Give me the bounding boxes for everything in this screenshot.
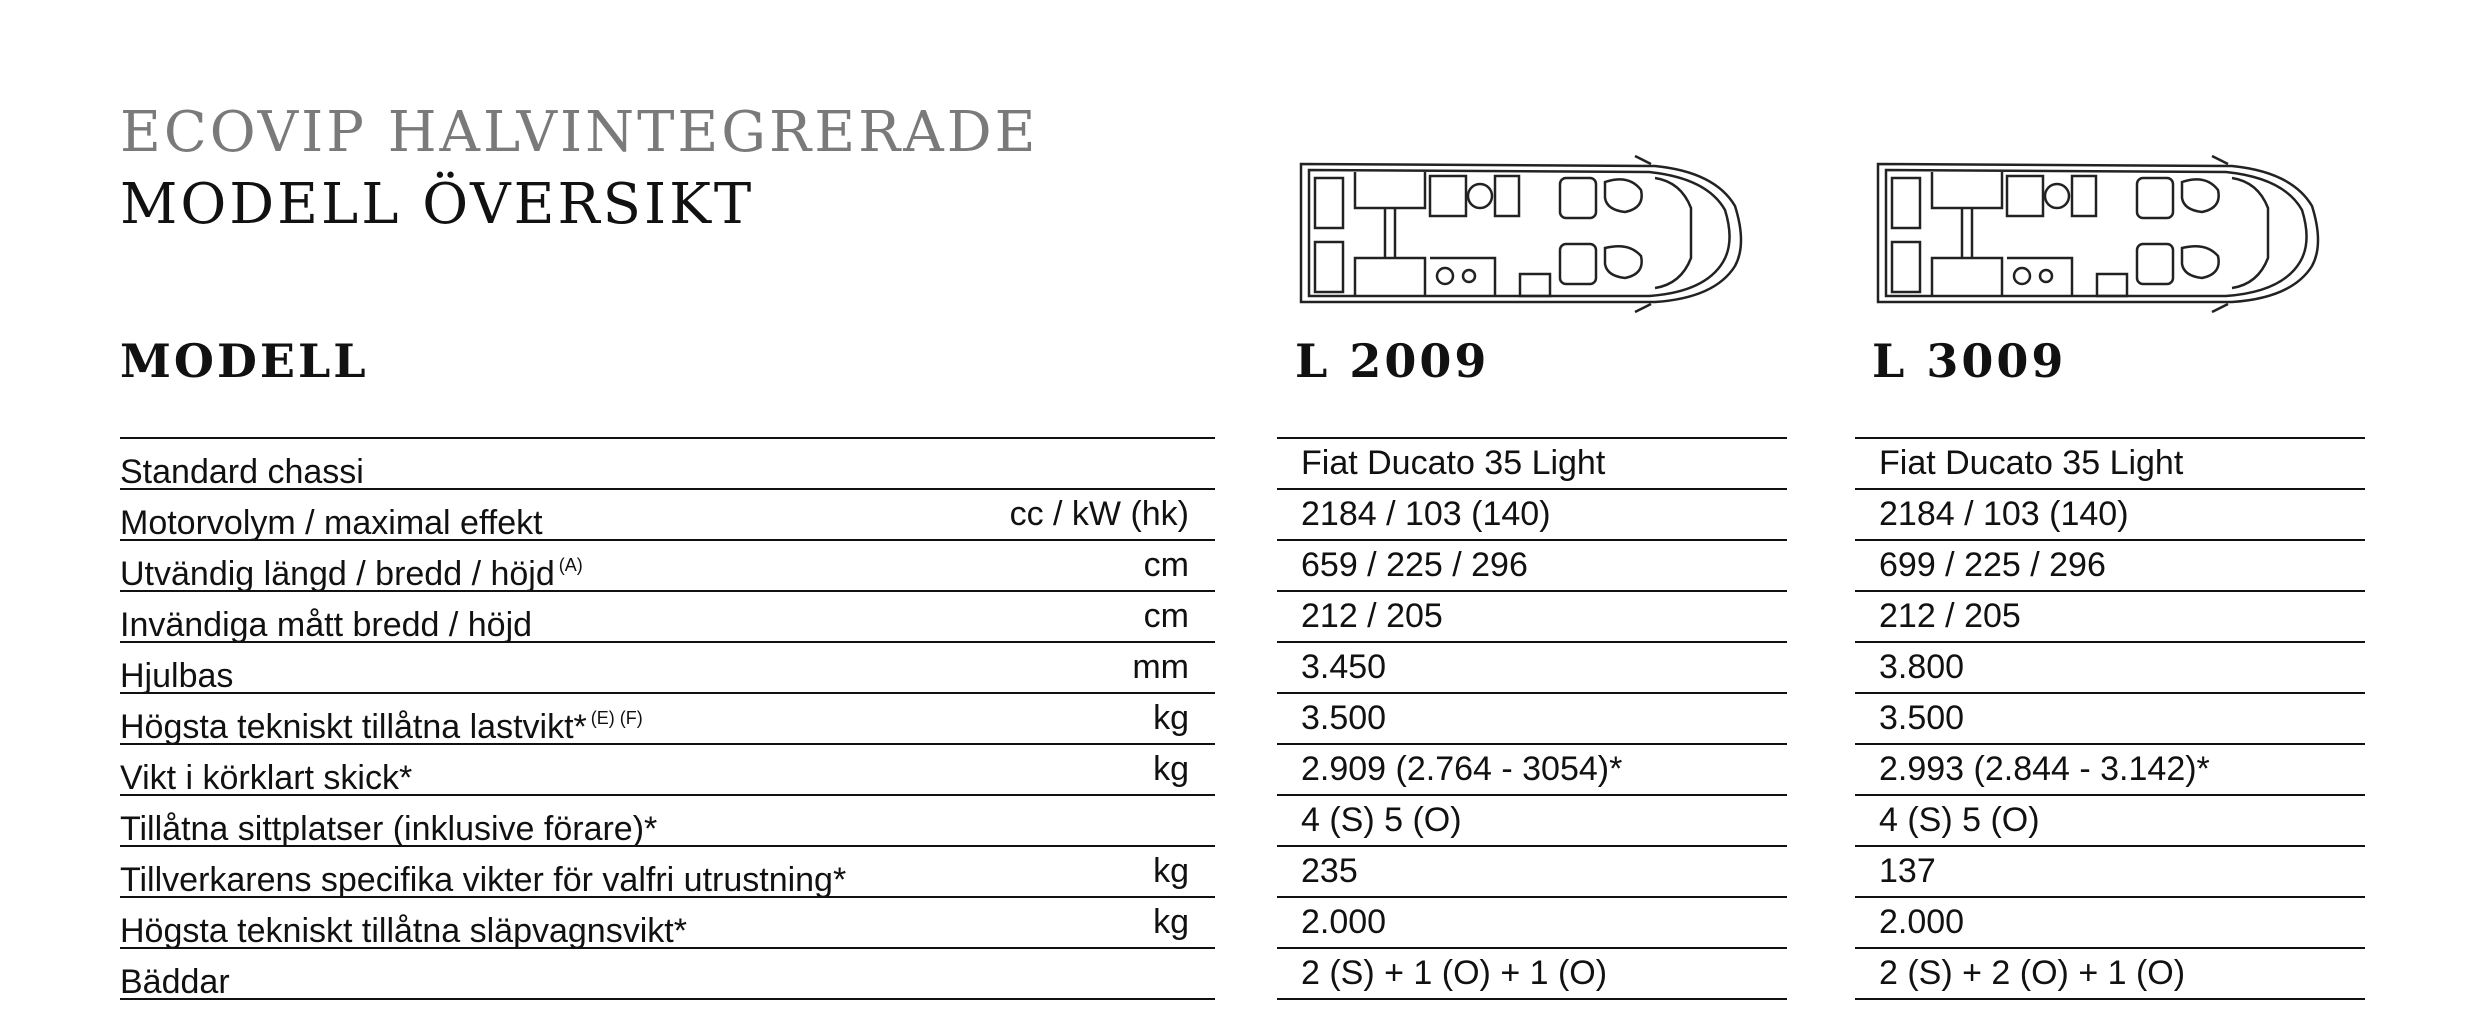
table-row [120,439,1215,490]
spec-unit: mm [1132,648,1189,686]
table-row [1855,847,2365,898]
spec-value: 212 / 205 [1301,597,1443,635]
spec-label: Bäddar [120,963,230,1001]
spec-value: 4 (S) 5 (O) [1879,801,2040,839]
spec-unit: kg [1153,852,1189,890]
spec-value: 3.500 [1301,699,1387,737]
spec-label: Utvändig längd / bredd / höjd $^{(A)}$ [120,555,583,593]
spec-value: 2184 / 103 (140) [1879,495,2129,533]
spec-unit: cc / kW (hk) [1009,495,1189,533]
spec-unit: kg [1153,750,1189,788]
spec-value: 2.000 [1301,903,1387,941]
document-title: MODELL ÖVERSIKT [120,172,755,237]
table-row [120,898,1215,949]
table-row [1277,592,1787,643]
spec-unit: kg [1153,903,1189,941]
spec-value: 212 / 205 [1879,597,2021,635]
table-row [1277,847,1787,898]
table-row [1855,745,2365,796]
model-values-table [1855,437,2365,1000]
model-name: L 3009 [1872,334,2067,388]
table-row [120,592,1215,643]
table-row [1277,490,1787,541]
table-row [1277,796,1787,847]
table-row [1277,439,1787,490]
section-title: MODELL [120,334,369,388]
spec-unit: kg [1153,699,1189,737]
spec-value: 3.500 [1879,699,1965,737]
spec-label: Hjulbas [120,657,234,695]
spec-value: 2 (S) + 1 (O) + 1 (O) [1301,954,1608,992]
spec-unit: cm [1143,597,1189,635]
spec-value: 3.450 [1301,648,1387,686]
model-values-table [1277,437,1787,1000]
spec-label: Invändiga mått bredd / höjd [120,606,533,644]
spec-label: Tillverkarens specifika vikter för valfri utrustning* [120,861,847,899]
spec-value: 2184 / 103 (140) [1301,495,1551,533]
table-row [120,847,1215,898]
floor-plan-icon [1872,148,2332,320]
spec-label: Högsta tekniskt tillåtna lastvikt* $^{(E) (F)}$ [120,708,643,746]
spec-label: Högsta tekniskt tillåtna släpvagnsvikt* [120,912,687,950]
table-row [120,745,1215,796]
spec-value: 699 / 225 / 296 [1879,546,2106,584]
table-row [1855,796,2365,847]
table-row [120,796,1215,847]
spec-value: 2.000 [1879,903,1965,941]
spec-value: 2.909 (2.764 - 3054)* [1301,750,1623,788]
table-row [1277,643,1787,694]
table-row [120,541,1215,592]
table-row [1855,949,2365,1000]
spec-label: Standard chassi [120,453,364,491]
document-supertitle: ECOVIP HALVINTEGRERADE [120,100,1039,165]
spec-label: Tillåtna sittplatser (inklusive förare)* [120,810,658,848]
spec-value: 659 / 225 / 296 [1301,546,1528,584]
spec-value: 137 [1879,852,1936,890]
table-row [1277,949,1787,1000]
table-row [120,490,1215,541]
spec-label-table [120,437,1215,1000]
spec-value: Fiat Ducato 35 Light [1879,444,2184,482]
table-row [1855,490,2365,541]
table-row [1277,745,1787,796]
table-row [1277,898,1787,949]
spec-value: 4 (S) 5 (O) [1301,801,1462,839]
table-row [1855,592,2365,643]
table-row [1277,694,1787,745]
table-row [1855,541,2365,592]
table-row [120,643,1215,694]
table-row [1855,643,2365,694]
spec-unit: cm [1143,546,1189,584]
spec-label: Vikt i körklart skick* [120,759,413,797]
table-row [120,694,1215,745]
spec-label: Motorvolym / maximal effekt [120,504,543,542]
spec-value: 2.993 (2.844 - 3.142)* [1879,750,2210,788]
table-row [120,949,1215,1000]
table-row [1855,694,2365,745]
table-row [1277,541,1787,592]
floor-plan-icon [1295,148,1755,320]
model-name: L 2009 [1295,334,1490,388]
table-row [1855,898,2365,949]
table-row [1855,439,2365,490]
spec-value: 3.800 [1879,648,1965,686]
spec-value: Fiat Ducato 35 Light [1301,444,1606,482]
spec-value: 235 [1301,852,1358,890]
spec-value: 2 (S) + 2 (O) + 1 (O) [1879,954,2186,992]
